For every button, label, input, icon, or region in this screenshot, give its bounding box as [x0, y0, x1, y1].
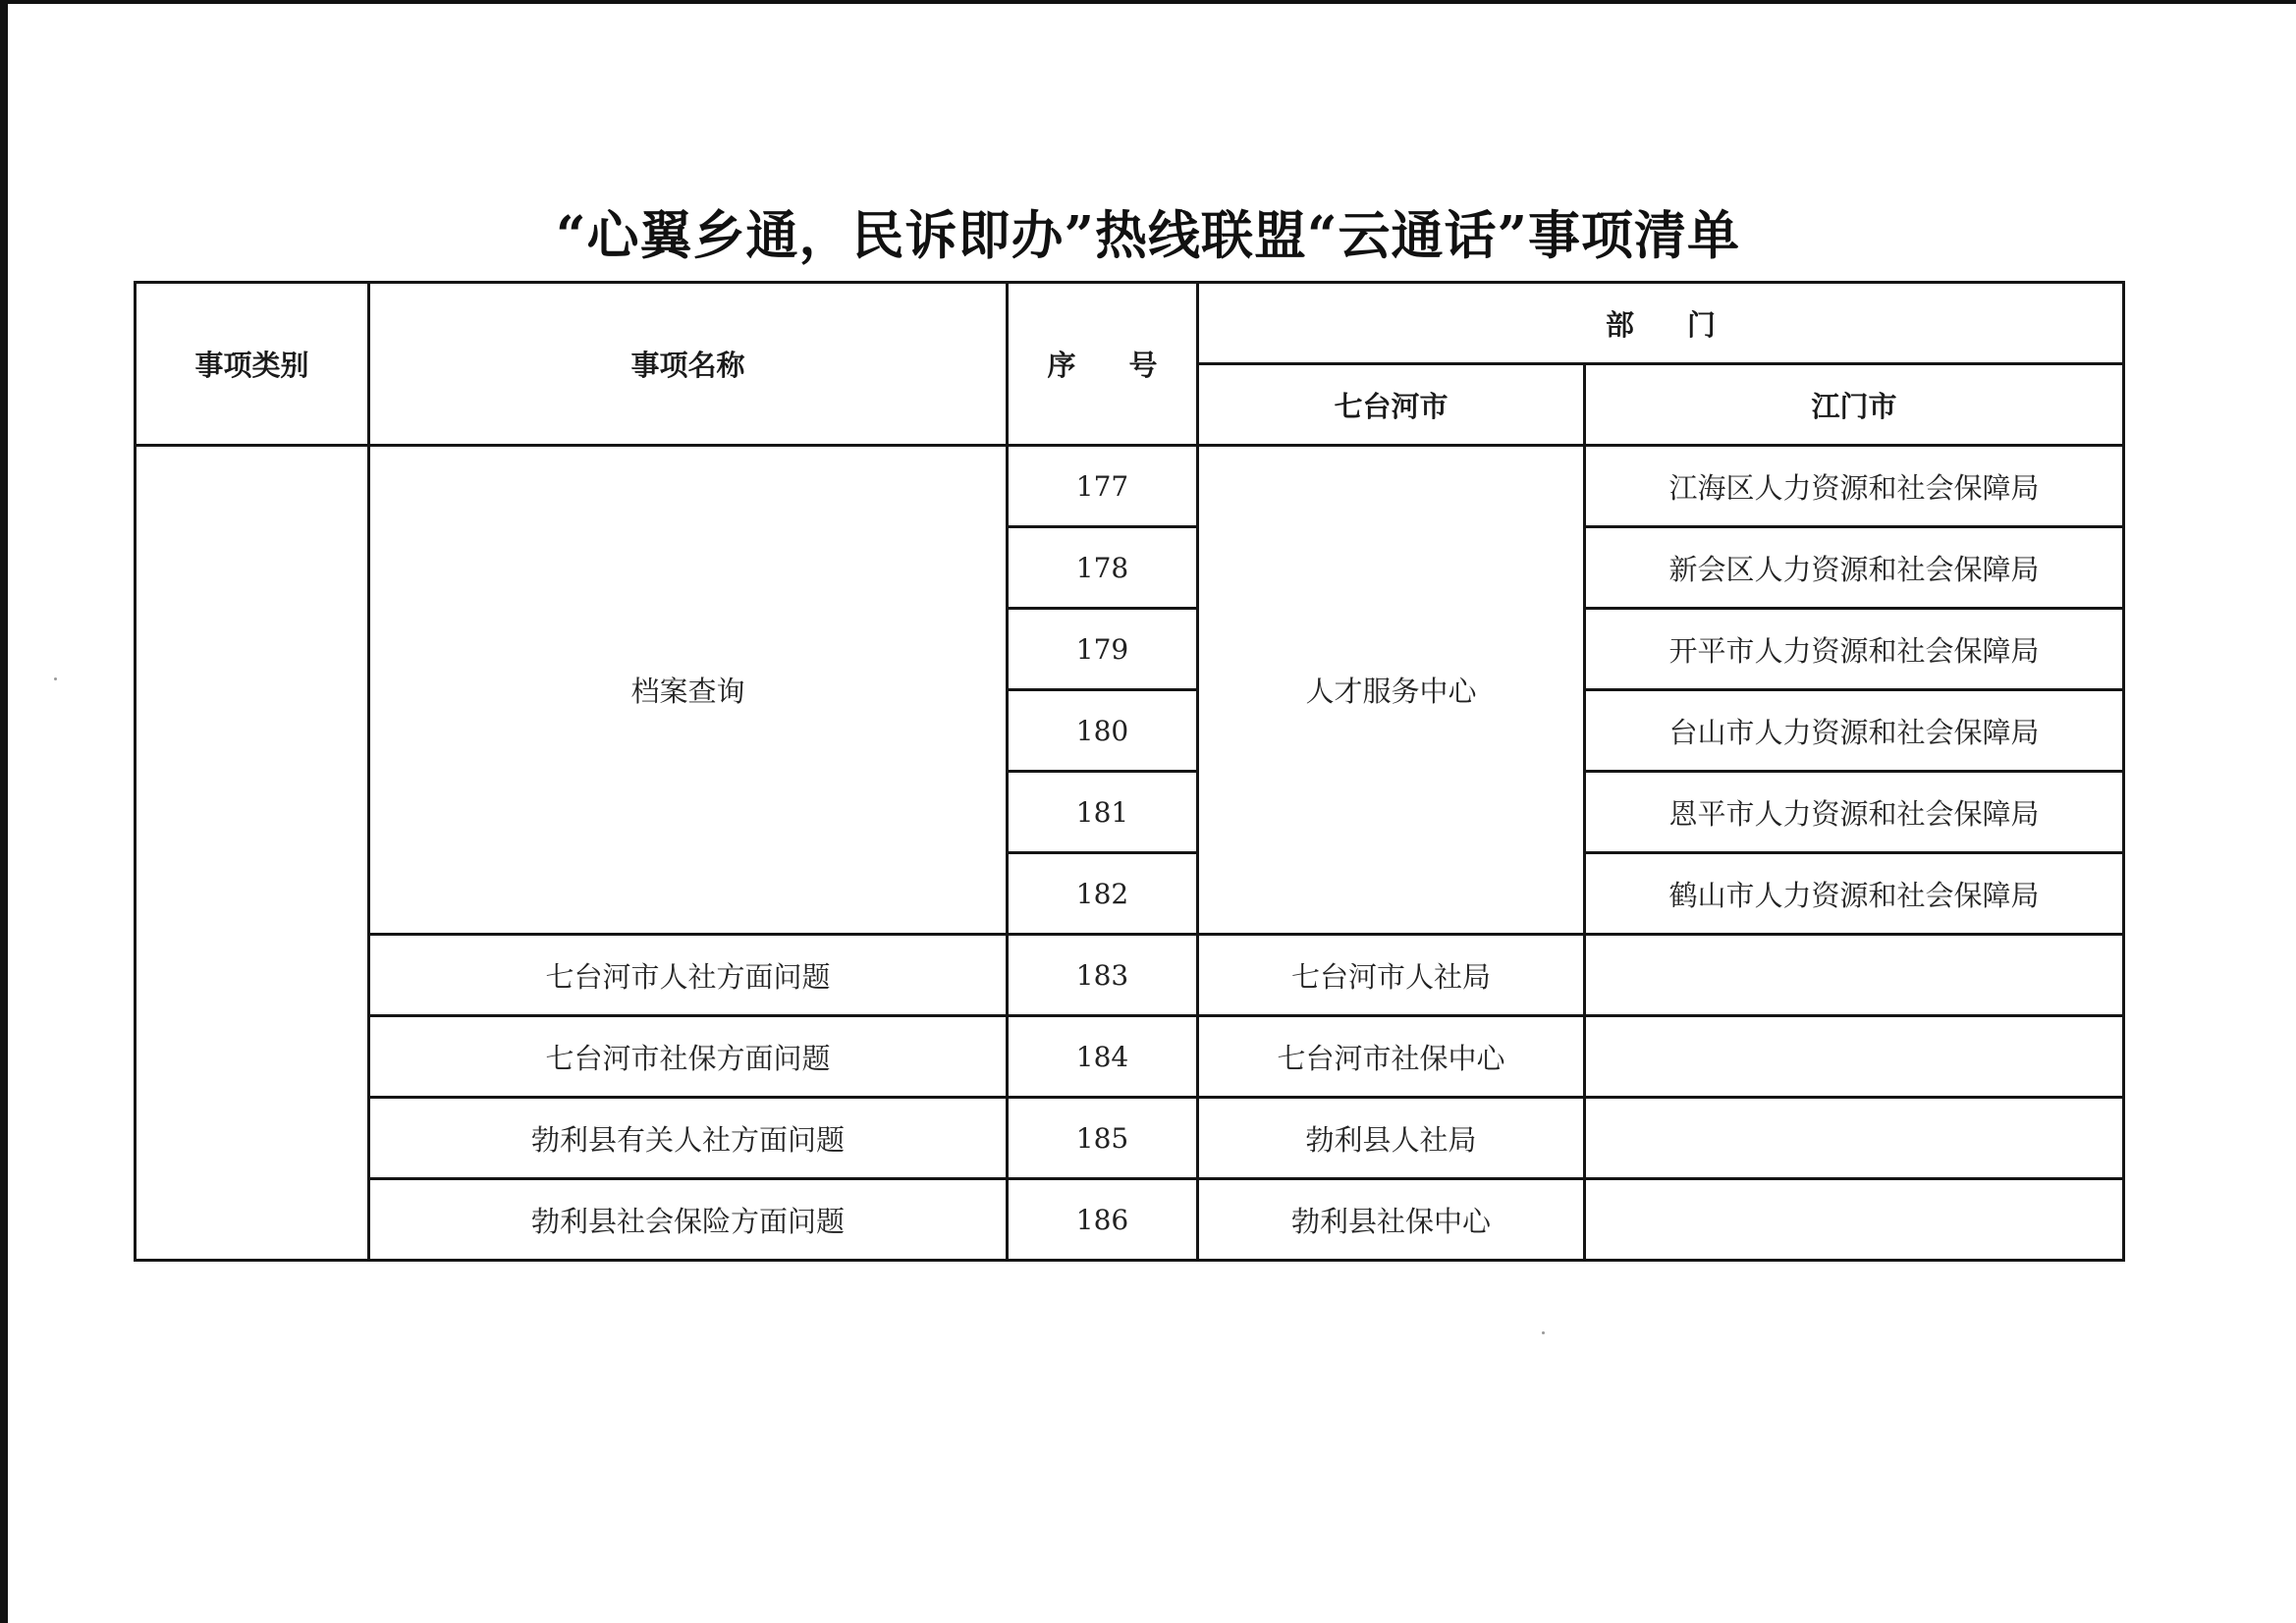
- dept-jiangmen-cell: 开平市人力资源和社会保障局: [1585, 609, 2124, 690]
- scan-speck: [54, 677, 57, 680]
- dept-jiangmen-cell: 新会区人力资源和社会保障局: [1585, 527, 2124, 609]
- dept-jiangmen-cell: [1585, 935, 2124, 1016]
- dept-qitaihe-cell: 七台河市社保中心: [1198, 1016, 1585, 1098]
- seq-cell: 185: [1008, 1098, 1198, 1179]
- item-name-cell: 勃利县有关人社方面问题: [369, 1098, 1008, 1179]
- table-row: [136, 1016, 2124, 1098]
- table-row: [136, 935, 2124, 1016]
- table-header: [136, 283, 2124, 446]
- seq-cell: 183: [1008, 935, 1198, 1016]
- item-name-cell: 七台河市人社方面问题: [369, 935, 1008, 1016]
- dept-qitaihe-cell: 七台河市人社局: [1198, 935, 1585, 1016]
- seq-cell: 177: [1008, 446, 1198, 527]
- dept-jiangmen-cell: [1585, 1016, 2124, 1098]
- category-cell: [136, 446, 369, 1261]
- seq-cell: 186: [1008, 1179, 1198, 1261]
- table-row: [136, 1098, 2124, 1179]
- dept-qitaihe-cell: 勃利县社保中心: [1198, 1179, 1585, 1261]
- items-table: [134, 281, 2125, 1262]
- dept-jiangmen-cell: [1585, 1098, 2124, 1179]
- item-name-cell: 七台河市社保方面问题: [369, 1016, 1008, 1098]
- dept-jiangmen-cell: 江海区人力资源和社会保障局: [1585, 446, 2124, 527]
- dept-qitaihe-cell: 勃利县人社局: [1198, 1098, 1585, 1179]
- dept-qitaihe-cell: 人才服务中心: [1198, 446, 1585, 935]
- dept-jiangmen-cell: 恩平市人力资源和社会保障局: [1585, 772, 2124, 853]
- seq-cell: 178: [1008, 527, 1198, 609]
- header-department: 部 门: [1198, 283, 2124, 364]
- table-row: [136, 1179, 2124, 1261]
- seq-cell: 182: [1008, 853, 1198, 935]
- header-seq: 序 号: [1008, 283, 1198, 446]
- dept-jiangmen-cell: 台山市人力资源和社会保障局: [1585, 690, 2124, 772]
- header-dept-qitaihe: 七台河市: [1198, 364, 1585, 446]
- scan-speck: [1542, 1331, 1545, 1334]
- seq-cell: 180: [1008, 690, 1198, 772]
- table-row: [136, 446, 2124, 527]
- document-title: “心翼乡通，民诉即办”热线联盟“云通话”事项清单: [556, 205, 1740, 266]
- item-name-cell: 勃利县社会保险方面问题: [369, 1179, 1008, 1261]
- header-category: 事项类别: [136, 283, 369, 446]
- item-name-cell: 档案查询: [369, 446, 1008, 935]
- seq-cell: 184: [1008, 1016, 1198, 1098]
- dept-jiangmen-cell: [1585, 1179, 2124, 1261]
- header-item-name: 事项名称: [369, 283, 1008, 446]
- seq-cell: 179: [1008, 609, 1198, 690]
- scan-top-edge: [0, 0, 2296, 4]
- header-dept-jiangmen: 江门市: [1585, 364, 2124, 446]
- seq-cell: 181: [1008, 772, 1198, 853]
- dept-jiangmen-cell: 鹤山市人力资源和社会保障局: [1585, 853, 2124, 935]
- table-body: [136, 446, 2124, 1261]
